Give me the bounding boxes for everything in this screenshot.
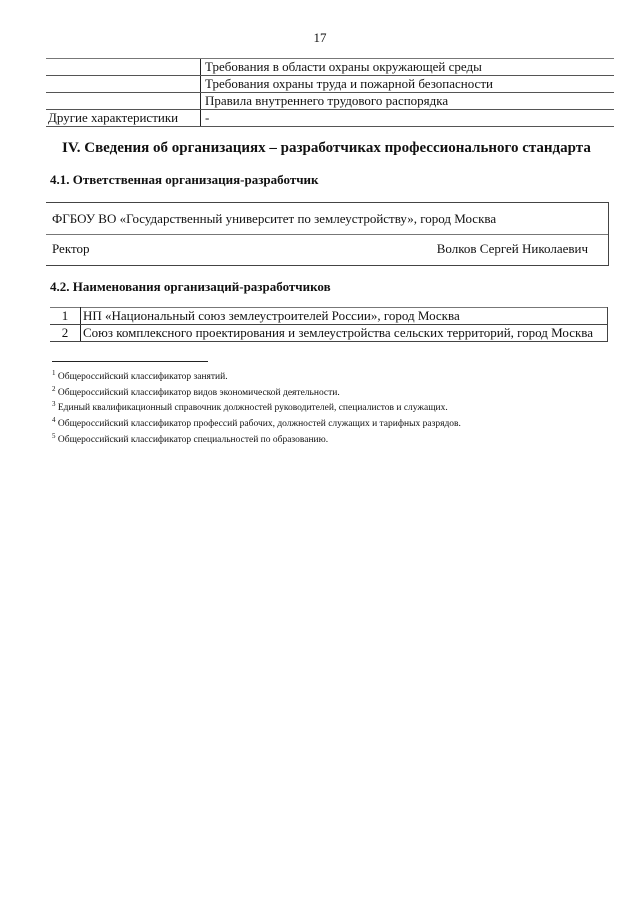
footnote-mark: 4	[52, 415, 56, 424]
footnote-divider	[52, 361, 208, 362]
section-title: IV. Сведения об организациях – разработчиках профессионального стандарта	[62, 140, 591, 156]
developers-heading: 4.2. Наименования организаций-разработчиков	[50, 279, 331, 294]
row-number: 2	[50, 325, 81, 342]
footnote-text: Единый квалификационный справочник должностей руководителей, специалистов и служащих.	[57, 403, 448, 414]
table-row	[50, 308, 608, 325]
footnote	[52, 415, 612, 431]
footnote-mark: 2	[52, 384, 56, 393]
org-name: ФГБОУ ВО «Государственный университет по землеустройству», город Москва	[52, 211, 497, 226]
row-label	[46, 59, 201, 76]
page-number: 17	[313, 30, 327, 45]
footnote-text: Общероссийский классификатор видов экономической деятельности.	[57, 387, 340, 398]
row-label	[46, 76, 201, 93]
footnote-mark: 5	[52, 431, 56, 440]
row-label	[46, 93, 201, 110]
footnote-mark: 1	[52, 369, 56, 377]
org-name: НП «Национальный союз землеустроителей России», город Москва	[81, 308, 608, 325]
divider	[46, 234, 608, 235]
row-value: Требования охраны труда и пожарной безопасности	[201, 76, 615, 93]
table-row	[46, 59, 614, 76]
table-row	[46, 76, 614, 93]
footnote	[52, 368, 612, 384]
table-row	[46, 93, 614, 110]
row-number: 1	[50, 308, 81, 325]
table-row	[46, 110, 614, 127]
person-name: Волков Сергей Николаевич	[436, 241, 588, 256]
footnote-text: Общероссийский классификатор занятий.	[57, 372, 228, 383]
table-row	[50, 325, 608, 342]
row-value: -	[201, 110, 615, 127]
footnote	[52, 431, 612, 447]
position-label: Ректор	[52, 241, 90, 256]
org-name: Союз комплексного проектирования и землеустройства сельских территорий, город Москва	[81, 325, 608, 342]
responsible-org-heading: 4.1. Ответственная организация-разработчик	[50, 172, 319, 187]
footnote	[52, 384, 612, 400]
footnote-mark: 3	[52, 400, 56, 409]
row-value: Требования в области охраны окружающей среды	[201, 59, 615, 76]
footnote-text: Общероссийский классификатор профессий рабочих, должностей служащих и тарифных разрядов.	[57, 419, 461, 430]
characteristics-table	[46, 58, 614, 127]
developers-table	[50, 307, 608, 342]
row-value: Правила внутреннего трудового распорядка	[201, 93, 615, 110]
footnotes-list	[52, 368, 612, 446]
responsible-org-box	[46, 202, 609, 266]
row-label: Другие характеристики	[46, 110, 201, 127]
footnote	[52, 399, 612, 415]
footnote-text: Общероссийский классификатор специальностей по образованию.	[57, 434, 329, 445]
